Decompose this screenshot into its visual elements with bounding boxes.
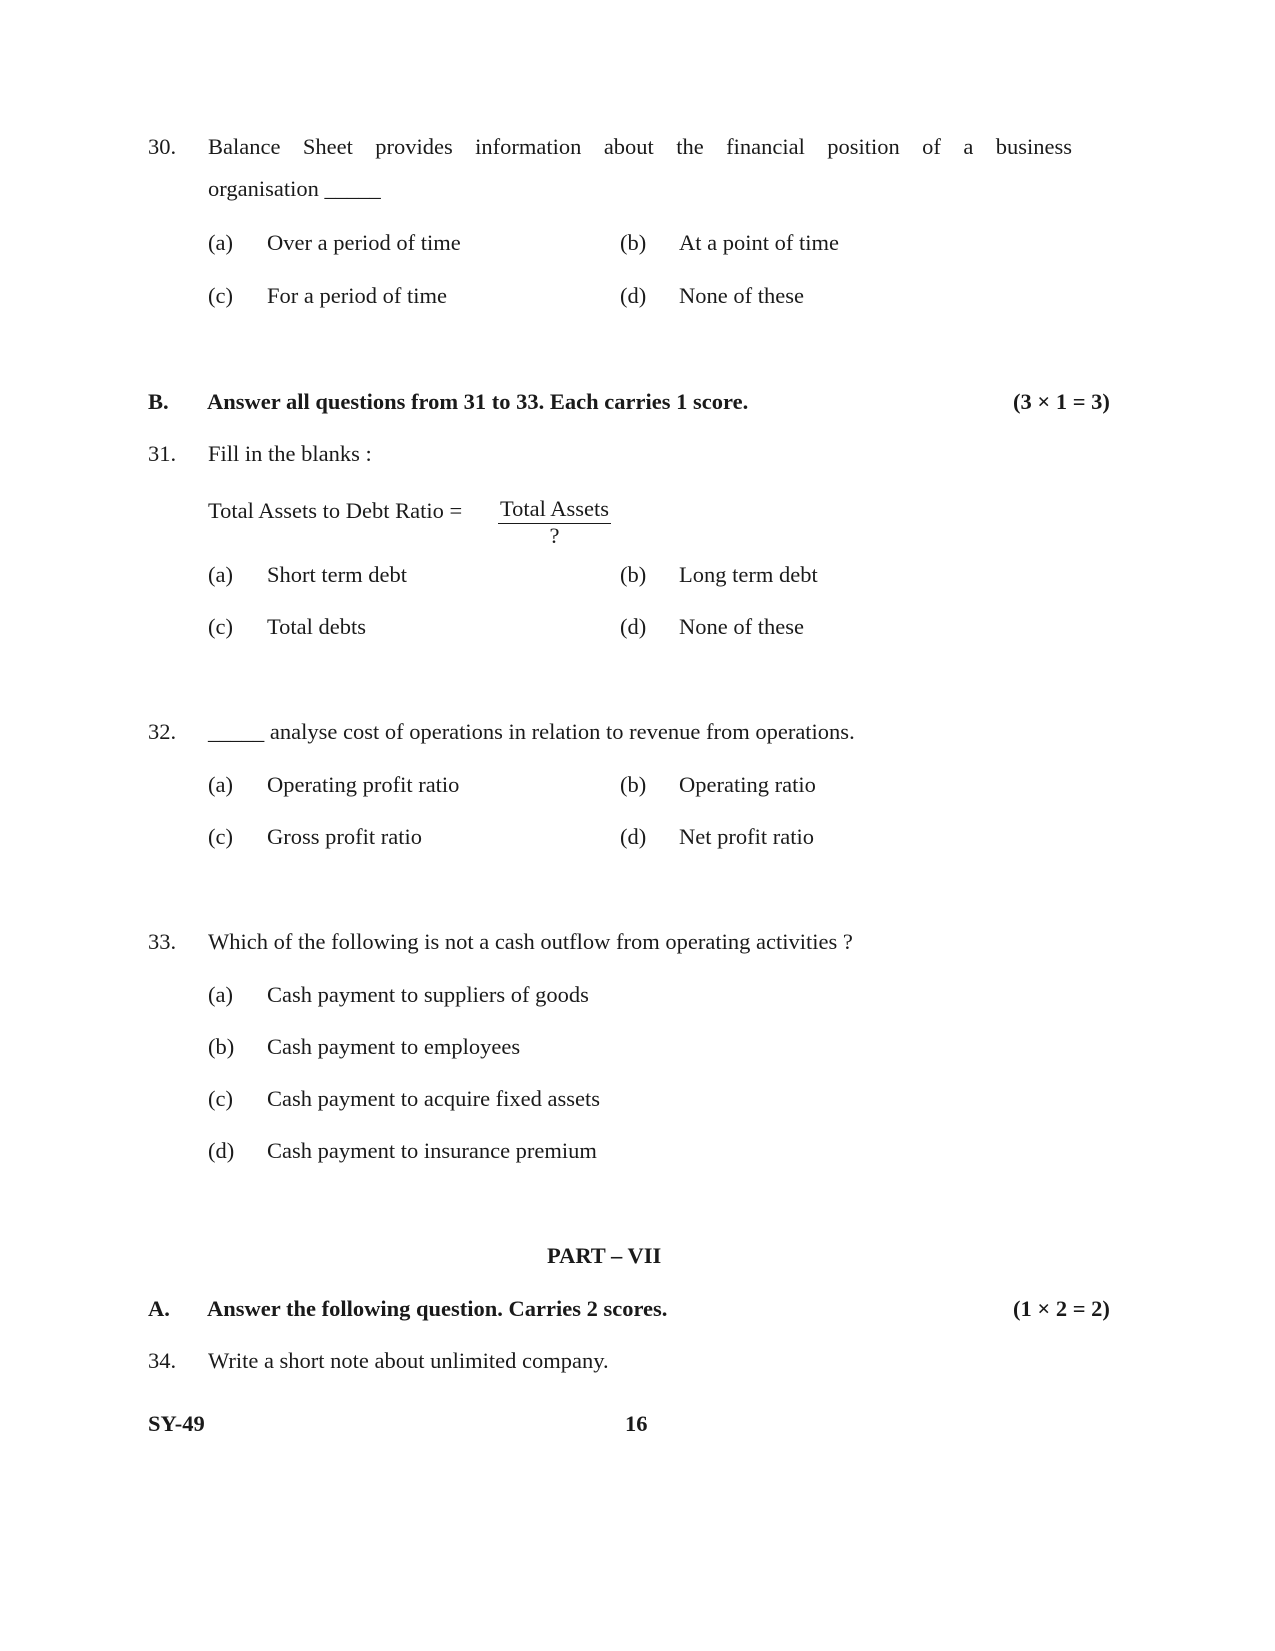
option-letter: (b): [208, 1034, 235, 1059]
section-letter: A.: [148, 1296, 170, 1321]
formula-numerator: Total Assets: [498, 496, 611, 524]
option-letter: (c): [208, 283, 233, 308]
option-text: None of these: [679, 614, 804, 639]
option-letter: (a): [208, 230, 233, 255]
option-letter: (c): [208, 824, 233, 849]
option-text: None of these: [679, 283, 804, 308]
option-letter: (d): [620, 614, 647, 639]
option-text: Long term debt: [679, 562, 818, 587]
question-number: 32.: [148, 719, 177, 744]
option-letter: (b): [620, 562, 647, 587]
option-letter: (a): [208, 772, 233, 797]
question-text: Balance Sheet provides information about the financial position of a business: [208, 134, 1072, 159]
question-text: Write a short note about unlimited company.: [208, 1348, 609, 1373]
option-text: Over a period of time: [267, 230, 461, 255]
section-instruction: Answer all questions from 31 to 33. Each carries 1 score.: [207, 389, 749, 414]
option-letter: (a): [208, 982, 233, 1007]
option-text: Operating profit ratio: [267, 772, 460, 797]
option-text: Cash payment to employees: [267, 1034, 521, 1059]
option-text: Total debts: [267, 614, 367, 639]
option-text: For a period of time: [267, 283, 447, 308]
page-number: 16: [625, 1411, 648, 1436]
option-letter: (a): [208, 562, 233, 587]
footer-code: SY-49: [148, 1411, 205, 1436]
option-letter: (d): [208, 1138, 235, 1163]
part-title: PART – VII: [547, 1243, 662, 1268]
option-text: Cash payment to insurance premium: [267, 1138, 597, 1163]
formula-left: Total Assets to Debt Ratio =: [208, 498, 463, 523]
option-letter: (c): [208, 1086, 233, 1111]
question-text: _____ analyse cost of operations in relation to revenue from operations.: [208, 719, 855, 744]
section-instruction: Answer the following question. Carries 2 scores.: [207, 1296, 668, 1321]
option-text: Gross profit ratio: [267, 824, 422, 849]
option-text: Operating ratio: [679, 772, 816, 797]
question-number: 30.: [148, 134, 177, 159]
section-score: (3 × 1 = 3): [1013, 389, 1110, 414]
question-number: 33.: [148, 929, 177, 954]
option-letter: (d): [620, 824, 647, 849]
option-text: Net profit ratio: [679, 824, 814, 849]
option-text: Cash payment to suppliers of goods: [267, 982, 589, 1007]
question-number: 34.: [148, 1348, 177, 1373]
section-letter: B.: [148, 389, 169, 414]
section-score: (1 × 2 = 2): [1013, 1296, 1110, 1321]
option-letter: (b): [620, 772, 647, 797]
option-letter: (d): [620, 283, 647, 308]
question-text: Which of the following is not a cash outflow from operating activities ?: [208, 929, 853, 954]
question-text: Fill in the blanks :: [208, 441, 372, 466]
option-text: Short term debt: [267, 562, 407, 587]
option-letter: (c): [208, 614, 233, 639]
option-text: At a point of time: [679, 230, 839, 255]
formula-fraction: [498, 496, 611, 548]
option-letter: (b): [620, 230, 647, 255]
question-number: 31.: [148, 441, 177, 466]
question-text-continued: organisation _____: [208, 176, 381, 201]
option-text: Cash payment to acquire fixed assets: [267, 1086, 601, 1111]
formula-denominator: ?: [549, 523, 560, 548]
